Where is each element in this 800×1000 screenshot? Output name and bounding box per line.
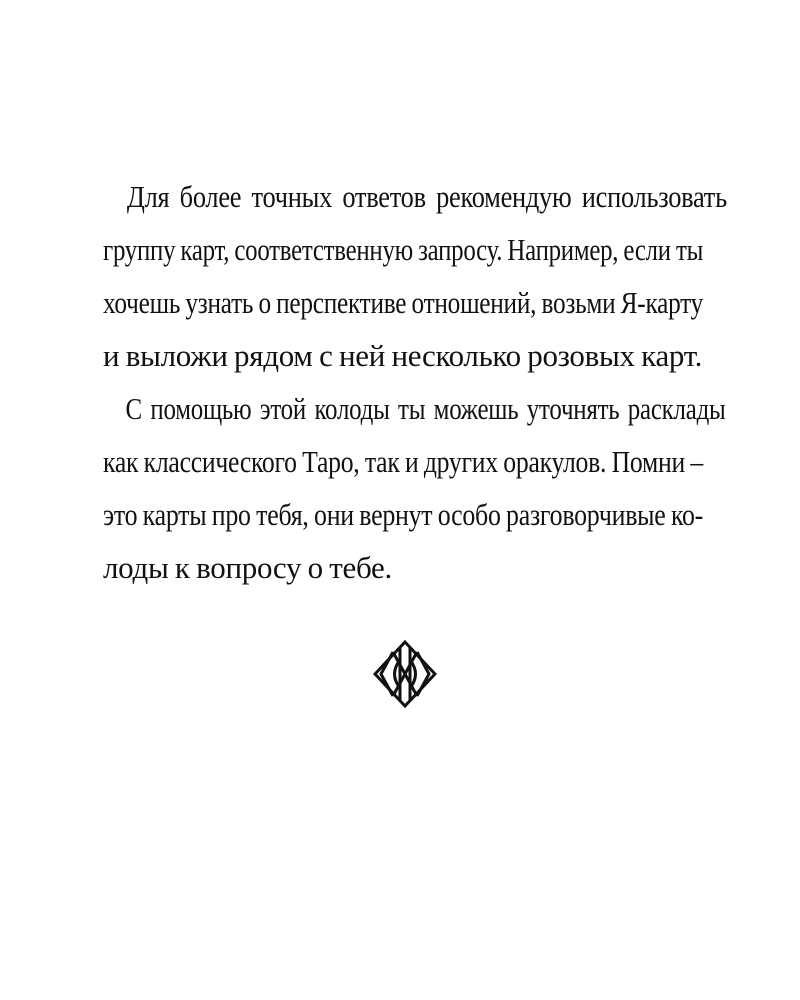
- text-line: хочешь узнать о перспективе отношений, возьми Я-карту: [103, 285, 703, 320]
- text-line: С помощью этой колоды ты можешь уточнять расклады: [125, 391, 726, 426]
- text-line: и выложи рядом с ней несколько розовых карт.: [103, 338, 703, 373]
- text-line: это карты про тебя, они вернут особо разговорчивые ко-: [103, 497, 704, 532]
- diamond-ornament-icon: [373, 640, 437, 708]
- text-line: Для более точных ответов рекомендую использовать: [126, 179, 727, 214]
- body-text: [103, 170, 727, 594]
- text-line: как классического Таро, так и других оракулов. Помни –: [103, 444, 703, 479]
- text-line: лоды к вопросу о тебе.: [103, 550, 392, 585]
- text-line: группу карт, соответственную запросу. Например, если ты: [103, 232, 704, 267]
